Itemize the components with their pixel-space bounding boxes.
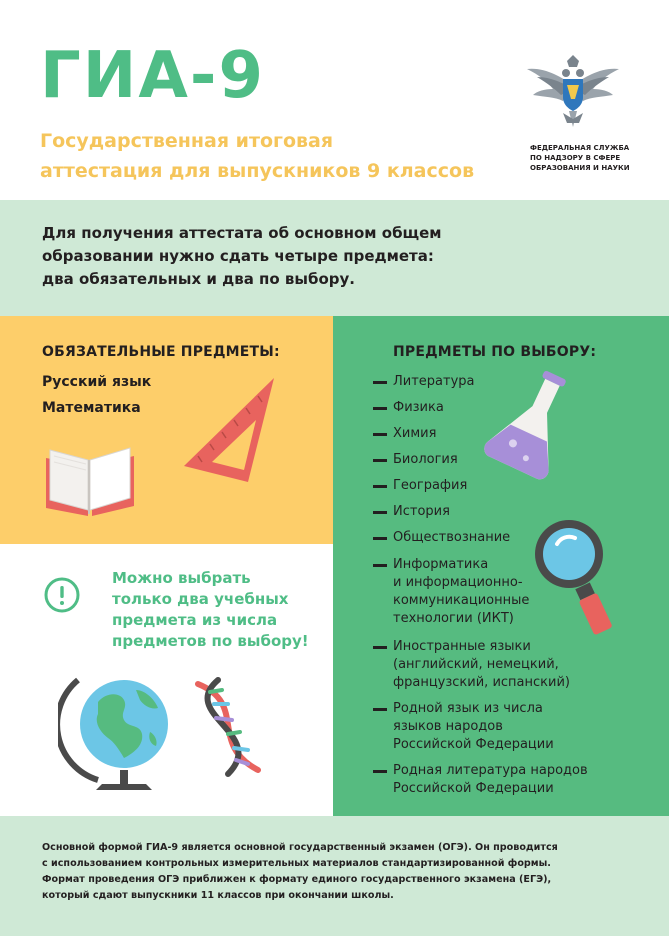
triangle-ruler-icon [178, 370, 278, 490]
header [0, 0, 669, 200]
subject-line: и информационно- [393, 575, 523, 590]
footer-line: с использованием контрольных измерительных материалов стандартизированной формы. [42, 858, 551, 869]
warning-panel [0, 544, 333, 816]
footer-panel [0, 816, 669, 936]
dash-bullet-icon [373, 708, 387, 711]
dash-bullet-icon [373, 511, 387, 514]
agency-line: ПО НАДЗОРУ В СФЕРЕ [530, 154, 621, 162]
dash-bullet-icon [373, 646, 387, 649]
globe-icon [58, 662, 188, 802]
warning-text [112, 568, 327, 652]
agency-line: ФЕДЕРАЛЬНАЯ СЛУЖБА [530, 144, 630, 152]
dna-icon [188, 674, 278, 784]
flask-icon [483, 368, 583, 480]
agency-line: ОБРАЗОВАНИЯ И НАУКИ [530, 164, 630, 172]
subject-line: Химия [393, 426, 437, 441]
subject-line: Российской Федерации [393, 737, 554, 752]
optional-subjects-title: ПРЕДМЕТЫ ПО ВЫБОРУ: [393, 344, 597, 360]
subject-line: История [393, 504, 450, 519]
subject-line: (английский, немецкий, [393, 657, 559, 672]
optional-subject-item [373, 700, 603, 754]
footer-line: Основной формой ГИА-9 является основной государственный экзамен (ОГЭ). Он проводится [42, 842, 558, 853]
subject-line: Информатика [393, 557, 489, 572]
intro-panel [0, 200, 669, 316]
intro-line: образовании нужно сдать четыре предмета: [42, 247, 434, 265]
dash-bullet-icon [373, 459, 387, 462]
required-subjects-title: ОБЯЗАТЕЛЬНЫЕ ПРЕДМЕТЫ: [42, 344, 280, 360]
required-subjects-panel [0, 316, 333, 544]
optional-subject-item [373, 762, 603, 798]
emblem-icon [525, 55, 621, 131]
subject-line: Иностранные языки [393, 639, 531, 654]
warning-line: только два учебных [112, 590, 289, 608]
page-subtitle [40, 126, 510, 186]
subtitle-line: Государственная итоговая [40, 130, 334, 152]
footer-line: который сдают выпускники 11 классов при окончании школы. [42, 890, 394, 901]
footer-line: Формат проведения ОГЭ приближен к формату единого государственного экзамена (ЕГЭ), [42, 874, 552, 885]
warning-line: предмета из числа [112, 611, 278, 629]
subject-line: Родной язык из числа [393, 701, 543, 716]
subject-line: Российской Федерации [393, 781, 554, 796]
subject-line: технологии (ИКТ) [393, 611, 514, 626]
dash-bullet-icon [373, 770, 387, 773]
warning-line: Можно выбрать [112, 569, 251, 587]
dash-bullet-icon [373, 381, 387, 384]
subject-line: Биология [393, 452, 458, 467]
subject-line: Родная литература народов [393, 763, 588, 778]
exclamation-icon [44, 577, 80, 613]
intro-line: два обязательных и два по выбору. [42, 270, 355, 288]
subject-line: коммуникационные [393, 593, 530, 608]
book-icon [40, 436, 140, 522]
required-subject-item: Математика [42, 400, 141, 416]
subtitle-line: аттестация для выпускников 9 классов [40, 160, 475, 182]
intro-text [42, 222, 602, 291]
subject-line: французский, испанский) [393, 675, 570, 690]
magnifier-icon [531, 514, 631, 638]
page-title: ГИА-9 [40, 39, 265, 113]
subject-line: География [393, 478, 468, 493]
dash-bullet-icon [373, 485, 387, 488]
optional-subjects-panel [333, 316, 669, 816]
agency-name [530, 143, 640, 173]
subject-line: Литература [393, 374, 475, 389]
dash-bullet-icon [373, 407, 387, 410]
required-subject-item: Русский язык [42, 374, 152, 390]
dash-bullet-icon [373, 433, 387, 436]
optional-subject-item [373, 638, 603, 692]
dash-bullet-icon [373, 564, 387, 567]
subject-line: Обществознание [393, 530, 511, 545]
intro-line: Для получения аттестата об основном общем [42, 224, 442, 242]
footer-text [42, 840, 632, 904]
warning-line: предметов по выбору! [112, 632, 309, 650]
subject-line: Физика [393, 400, 444, 415]
dash-bullet-icon [373, 537, 387, 540]
subject-line: языков народов [393, 719, 503, 734]
